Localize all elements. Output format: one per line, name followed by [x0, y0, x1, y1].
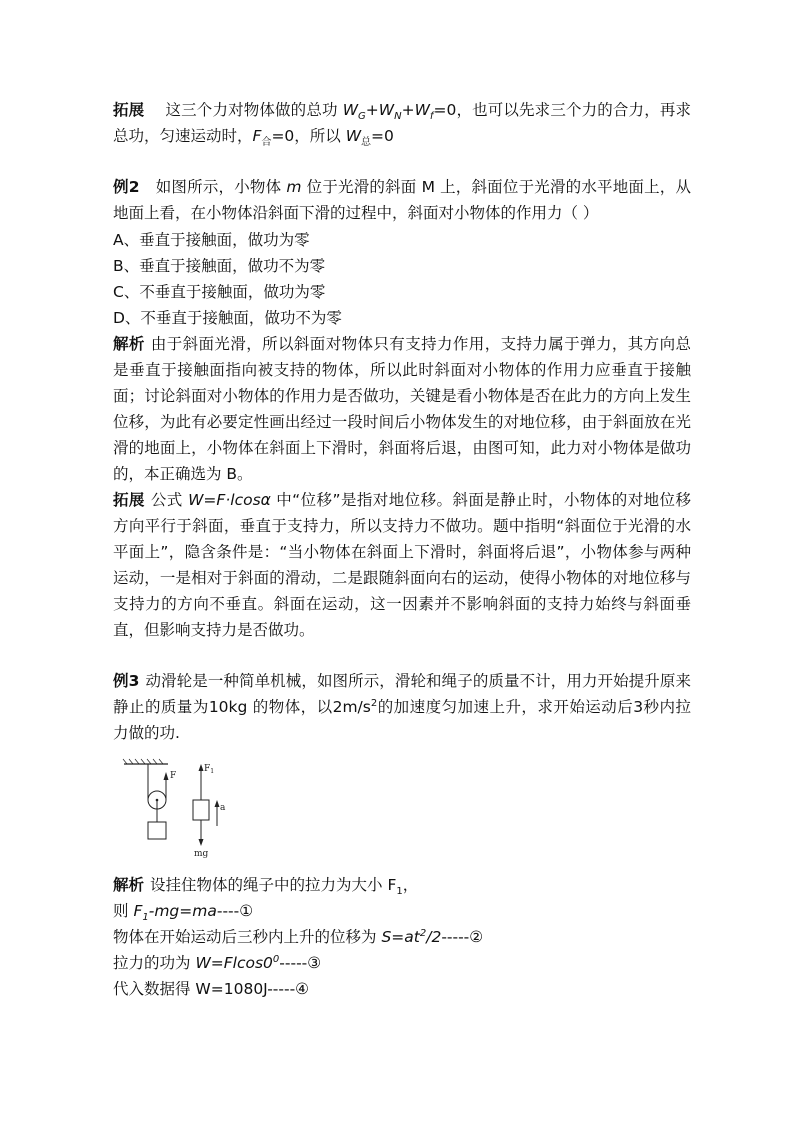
superscript: 2 [419, 927, 427, 939]
text: 物体在开始运动后三秒内上升的位移为 [113, 928, 382, 946]
option-b: B、垂直于接触面，做功不为零 [113, 257, 326, 275]
formula: W=F·lcosα [188, 491, 271, 509]
symbol: F [252, 127, 262, 145]
text: ， [402, 876, 419, 894]
gravity-label: mg [194, 849, 209, 858]
text: 这三个力对物体做的总功 [165, 101, 343, 119]
tension-label [204, 764, 214, 775]
force-arrow-head [164, 772, 169, 780]
symbol: + [365, 101, 379, 119]
load-block [148, 822, 166, 839]
symbol: F [133, 902, 143, 920]
tension-label-sub: 1 [210, 768, 215, 775]
extension-label: 拓展 [113, 101, 145, 119]
text: 位于光滑的斜面 M 上，斜面位于光滑的水平地面上，从地面上看，在小物体沿斜面下滑的过程中，斜面对小物体的作用力（ ） [113, 178, 691, 222]
force-label-f: F [170, 771, 177, 781]
text: 如图所示，小物体 [155, 178, 287, 196]
subscript: G [358, 111, 366, 123]
formula: S=at [381, 928, 420, 946]
subscript: N [394, 111, 402, 123]
example2-question [113, 174, 691, 226]
pulley-figure [118, 758, 248, 858]
subscript: f [429, 111, 434, 123]
subscript: 1 [396, 886, 403, 898]
formula: W=Flcos0 [195, 954, 273, 972]
marker: -----② [441, 928, 484, 946]
extension-label: 拓展 [113, 491, 145, 509]
marker: -----③ [279, 954, 322, 972]
example3-question [113, 668, 691, 746]
extension-paragraph-1 [113, 97, 691, 149]
equation-3 [113, 950, 321, 976]
tension-arrow-head [199, 764, 204, 771]
equation-4: 代入数据得 W=1080J-----④ [113, 980, 310, 998]
ceiling [123, 759, 168, 764]
subscript: 总 [361, 137, 372, 149]
symbol: m [286, 178, 302, 196]
text: 拉力的功为 [113, 954, 196, 972]
example2-label: 例2 [113, 178, 140, 196]
superscript: 0 [272, 953, 280, 965]
text: 动滑轮是一种简单机械，如图所示，滑轮和绳子的质量不计，用力开始提升原来静止的质量为10kg 的物体，以2m/s [113, 672, 691, 716]
text: 中“位移”是指对地位移。斜面是静止时，小物体的对地位移方向平行于斜面，垂直于支持力，所以支持力不做功。题中指明“斜面位于光滑的水平面上”，隐含条件是：“当小物体在斜面上下滑时，斜面将后退”，小物体参与两种运动，一是相对于斜面的滑动，二是跟随斜面向右的运动，使得小物体的对地位移与支持力的方向不垂直。斜面在运动，这一因素并不影响斜面的支持力始终与斜面垂直，但影响支持力是否做功。 [113, 491, 691, 639]
symbol: + [401, 101, 415, 119]
example3-analysis [113, 872, 418, 898]
example2-analysis [113, 331, 691, 487]
text: 公式 [150, 491, 189, 509]
acceleration-arrow-head [215, 800, 220, 807]
acceleration-label: a [220, 803, 226, 813]
option-a: A、垂直于接触面，做功为零 [113, 231, 310, 249]
subscript: 合 [261, 137, 272, 149]
text: 的加速度匀加速上升，求开始运动后3秒内拉力做的功. [113, 698, 691, 742]
text: =0，所以 [271, 127, 346, 145]
option-d: D、不垂直于接触面，做功不为零 [113, 309, 342, 327]
example2-extension [113, 487, 691, 643]
analysis-label: 解析 [113, 335, 145, 353]
marker: ----① [216, 902, 254, 920]
option-c: C、不垂直于接触面，做功为零 [113, 283, 326, 301]
example3-label: 例3 [113, 672, 140, 690]
symbol: W [345, 127, 362, 145]
subscript: 1 [142, 912, 149, 924]
free-body-block [193, 800, 209, 820]
symbol: W [342, 101, 359, 119]
gravity-arrow-head [199, 839, 204, 846]
text: 设挂住物体的绳子中的拉力为大小 F [150, 876, 397, 894]
formula: -mg=ma [148, 902, 217, 920]
superscript: 2 [370, 697, 378, 709]
tension-label-text: F [204, 764, 211, 774]
text: =0 [371, 127, 394, 145]
symbol: W [378, 101, 395, 119]
equation-2 [113, 924, 483, 950]
text: =0，也可以先求三个力的合力，再求总功，匀速运动时， [113, 101, 691, 145]
text: 由于斜面光滑，所以斜面对物体只有支持力作用，支持力属于弹力，其方向总是垂直于接触面指向被支持的物体，所以此时斜面对小物体的作用力应垂直于接触面；讨论斜面对小物体的作用力是否做功，关键是看小物体是否在此力的方向上发生位移，为此有必要定性画出经过一段时间后小物体发生的对地位移，由于斜面放在光滑的地面上，小物体在斜面上下滑时，斜面将后退，由图可知，此力对小物体是做功的，本正确选为 B。 [113, 335, 691, 483]
analysis-label: 解析 [113, 876, 145, 894]
text: 则 [113, 902, 134, 920]
formula: /2 [426, 928, 442, 946]
symbol: W [414, 101, 430, 119]
equation-1 [113, 898, 253, 924]
